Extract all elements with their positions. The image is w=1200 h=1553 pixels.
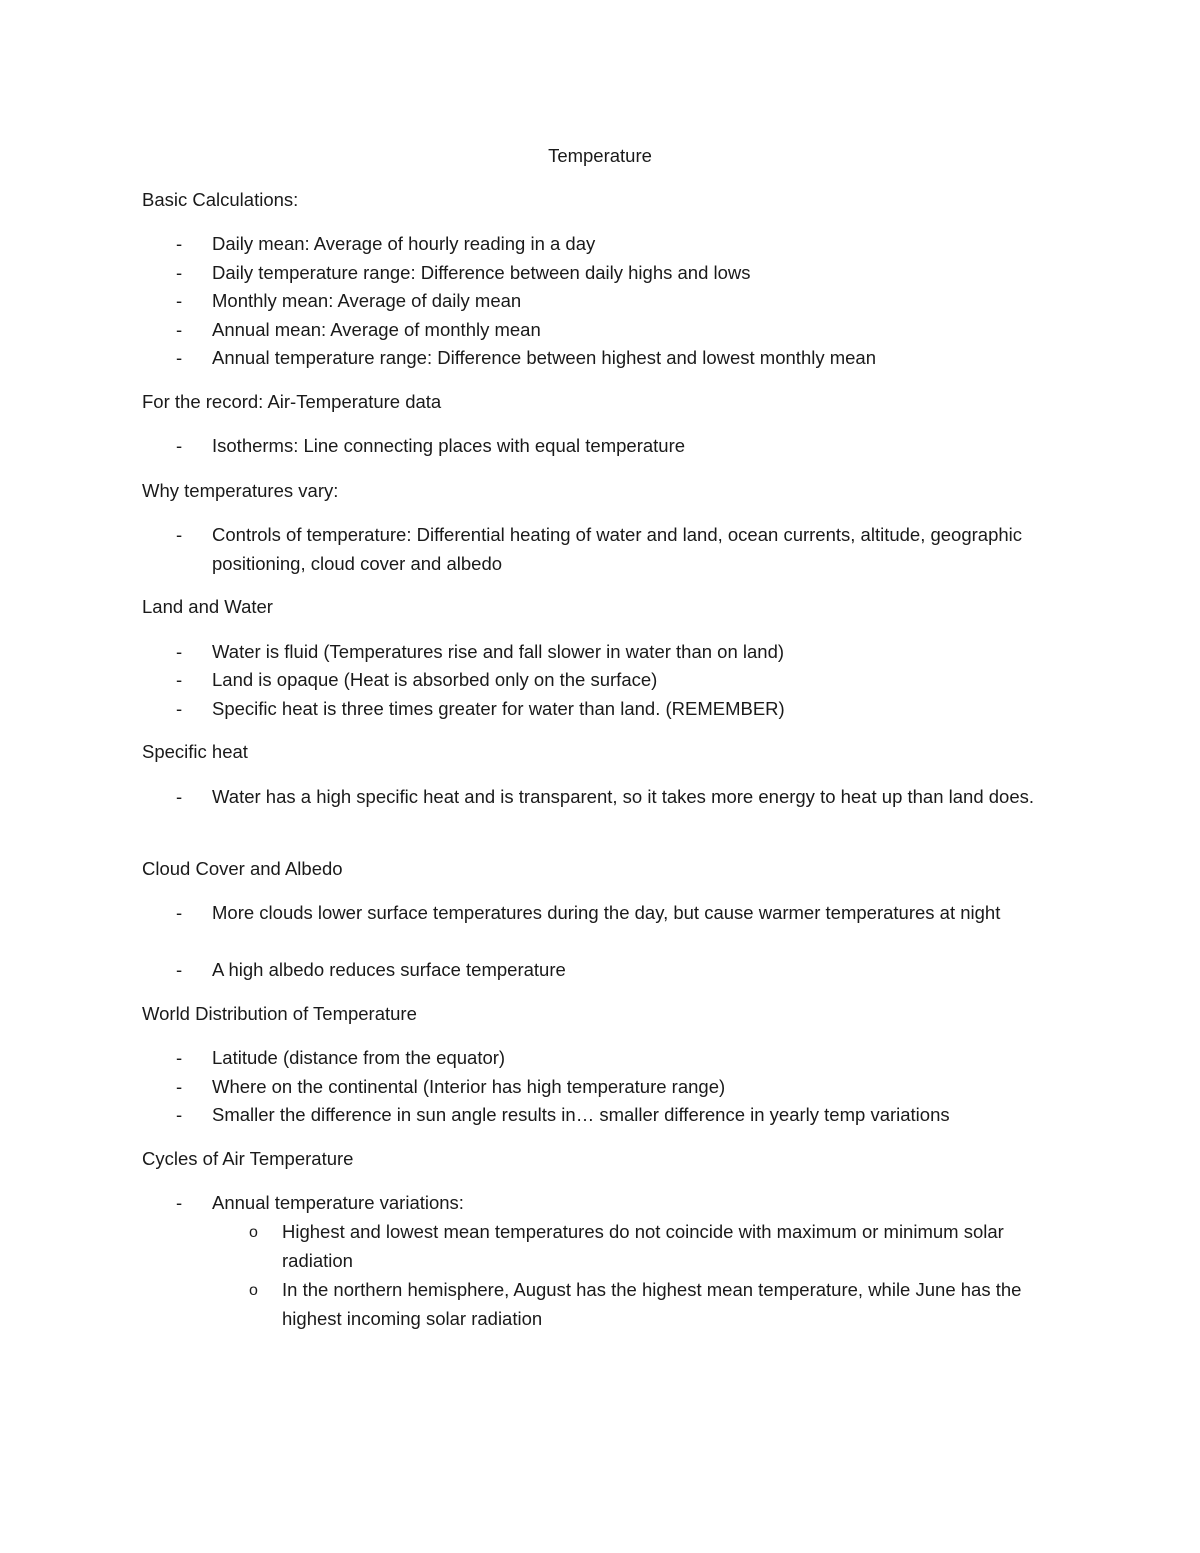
list-item: Isotherms: Line connecting places with equal temperature (212, 435, 686, 456)
list-item: Smaller the difference in sun angle results in… smaller difference in yearly temp variations (212, 1104, 950, 1125)
list-item: Controls of temperature: Differential heating of water and land, ocean currents, altitude, geographic positioning, cloud cover and albedo (212, 524, 1023, 574)
sub-bullet-marker: o (249, 1282, 258, 1299)
section-heading: Why temperatures vary: (142, 480, 339, 501)
sub-list-item: Highest and lowest mean temperatures do not coincide with maximum or minimum solar radiation (282, 1221, 1004, 1271)
list-item: Daily temperature range: Difference between daily highs and lows (212, 262, 751, 283)
list-item: A high albedo reduces surface temperature (212, 959, 566, 980)
list-item: Where on the continental (Interior has high temperature range) (212, 1076, 726, 1097)
section-heading: Land and Water (142, 596, 273, 617)
dash-marker: - (176, 233, 183, 254)
dash-marker: - (176, 786, 183, 807)
list-item: Annual temperature variations: (212, 1192, 464, 1213)
list-item: Daily mean: Average of hourly reading in a day (212, 233, 596, 254)
dash-marker: - (176, 319, 183, 340)
list-item: Monthly mean: Average of daily mean (212, 290, 522, 311)
dash-marker: - (176, 902, 183, 923)
section-heading: World Distribution of Temperature (142, 1003, 417, 1024)
list-item: Water is fluid (Temperatures rise and fall slower in water than on land) (212, 641, 785, 662)
dash-marker: - (176, 262, 183, 283)
sub-bullet-marker: o (249, 1224, 258, 1241)
section-heading: Cycles of Air Temperature (142, 1148, 354, 1169)
dash-marker: - (176, 698, 183, 719)
list-item: Land is opaque (Heat is absorbed only on the surface) (212, 669, 658, 690)
list-item: Annual temperature range: Difference between highest and lowest monthly mean (212, 347, 877, 368)
dash-marker: - (176, 1104, 183, 1125)
list-item: More clouds lower surface temperatures during the day, but cause warmer temperatures at night (212, 902, 1001, 923)
dash-marker: - (176, 1192, 183, 1213)
list-item: Annual mean: Average of monthly mean (212, 319, 541, 340)
dash-marker: - (176, 347, 183, 368)
sub-list-item: In the northern hemisphere, August has the highest mean temperature, while June has the highest incoming solar radiation (282, 1279, 1022, 1329)
section-heading: Specific heat (142, 741, 248, 762)
dash-marker: - (176, 435, 183, 456)
dash-marker: - (176, 1047, 183, 1068)
dash-marker: - (176, 641, 183, 662)
list-item: Specific heat is three times greater for water than land. (REMEMBER) (212, 698, 785, 719)
dash-marker: - (176, 290, 183, 311)
list-item: Latitude (distance from the equator) (212, 1047, 506, 1068)
document-title: Temperature (548, 145, 652, 166)
dash-marker: - (176, 959, 183, 980)
section-heading: Cloud Cover and Albedo (142, 858, 343, 879)
dash-marker: - (176, 1076, 183, 1097)
section-heading: For the record: Air-Temperature data (142, 391, 442, 412)
dash-marker: - (176, 669, 183, 690)
list-item: Water has a high specific heat and is transparent, so it takes more energy to heat up than land does. (212, 786, 1035, 807)
section-heading: Basic Calculations: (142, 189, 299, 210)
dash-marker: - (176, 524, 183, 545)
